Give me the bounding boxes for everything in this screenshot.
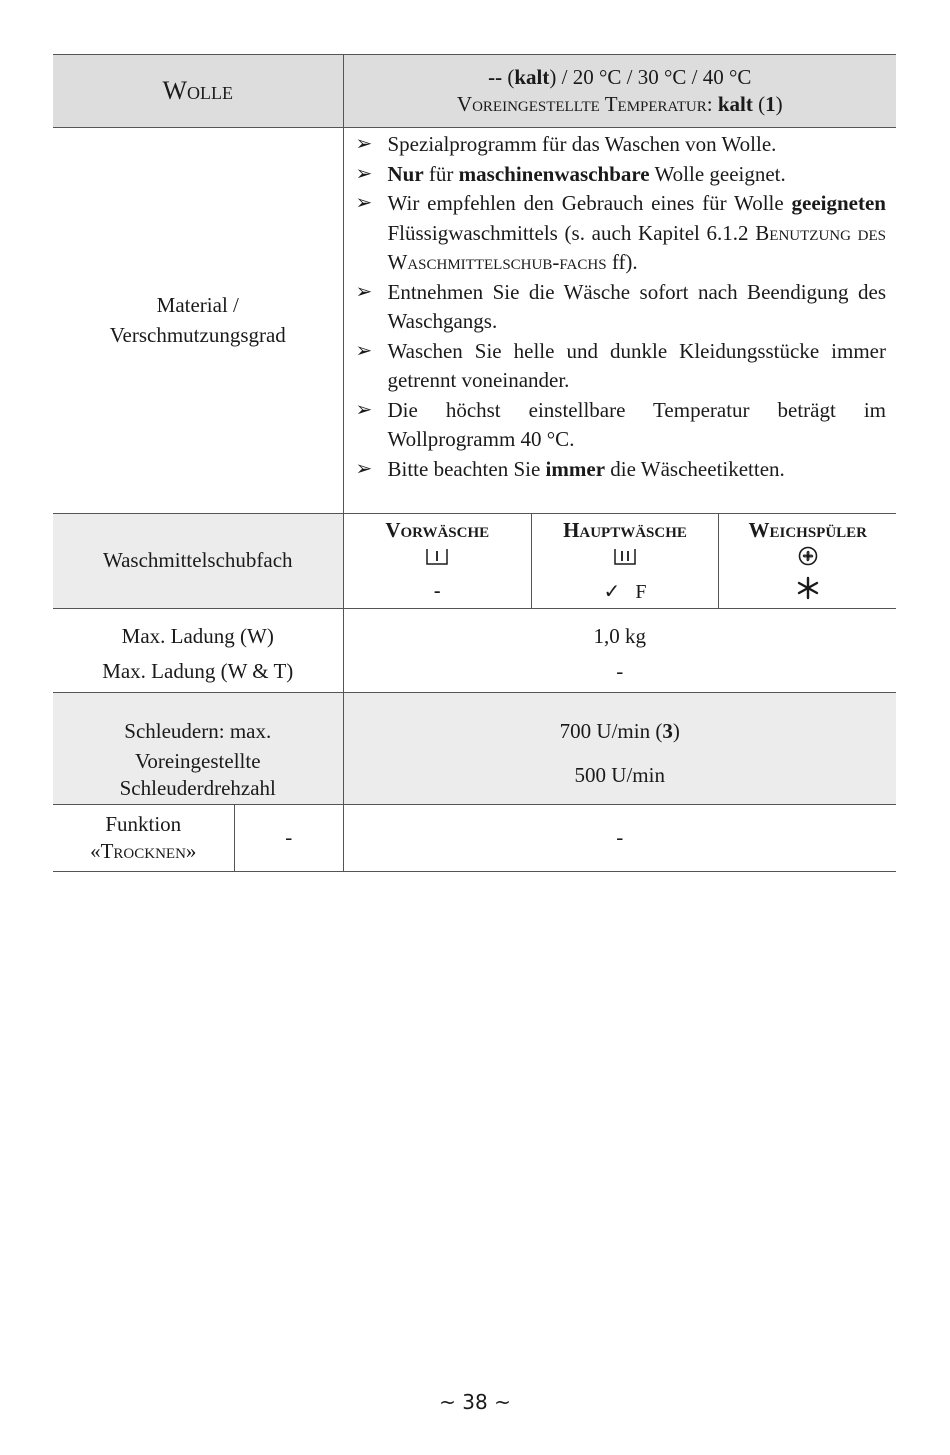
note-item xyxy=(354,337,887,396)
note-bold: Nur xyxy=(387,161,424,186)
default-temp-ref: 1 xyxy=(765,92,776,116)
note-item xyxy=(354,160,887,190)
material-row xyxy=(53,128,896,514)
load-w-value: 1,0 kg xyxy=(593,624,646,649)
note-text: Wolle geeignet. xyxy=(649,161,786,186)
arrow-bullet-icon: ➢ xyxy=(355,339,373,362)
temp-cold: kalt xyxy=(514,64,550,89)
load-w-label-cell xyxy=(53,609,343,652)
spin-max-ref: 3 xyxy=(662,719,673,744)
load-wt-value-cell xyxy=(343,652,896,693)
note-text: ff). xyxy=(606,250,638,274)
material-notes-cell xyxy=(343,128,896,514)
load-wt-row xyxy=(53,652,896,693)
chapter-reference: Benutzung des Waschmittelschub-fachs xyxy=(387,220,886,274)
softener-flower-icon xyxy=(797,545,819,567)
arrow-bullet-icon: ➢ xyxy=(355,398,373,421)
prewash-value-cell xyxy=(344,575,532,608)
note-item xyxy=(354,130,887,160)
page-number: ~ 38 ~ xyxy=(439,1390,511,1414)
temp-prefix: -- xyxy=(488,64,503,89)
load-w-label: Max. Ladung (W) xyxy=(121,624,274,649)
note-bold: immer xyxy=(545,456,606,481)
note-bold: geeigneten xyxy=(791,191,886,215)
drying-label-word: Trocknen xyxy=(100,839,186,863)
note-item xyxy=(354,278,887,337)
mainwash-header: Hauptwäsche xyxy=(532,514,719,545)
drawer-compartments-cell xyxy=(343,514,896,609)
spin-max-value-cell xyxy=(343,693,896,747)
spin-max-label-cell xyxy=(53,693,343,747)
prewash-compartment-icon xyxy=(425,545,449,567)
arrow-bullet-icon: ➢ xyxy=(355,133,373,155)
drying-label-line1: Funktion xyxy=(105,811,182,836)
drying-label-line2 xyxy=(53,838,234,865)
drying-label-cell xyxy=(53,805,343,872)
program-title-cell xyxy=(53,55,343,128)
drying-sub-value-cell xyxy=(234,805,343,871)
note-text: Bitte beachten Sie xyxy=(387,456,546,481)
default-temperature xyxy=(344,91,897,118)
default-temp-ref-close: ) xyxy=(775,92,783,116)
default-temp-value: kalt xyxy=(717,92,753,116)
drying-row xyxy=(53,805,896,872)
drawer-row xyxy=(53,514,896,609)
load-wt-value: - xyxy=(616,659,624,684)
softener-value-cell xyxy=(719,575,897,608)
softener-snowflake-icon xyxy=(796,576,820,600)
note-text: Waschen Sie helle und dunkle Kleidungsstücke immer getrennt voneinander. xyxy=(387,338,886,392)
prewash-symbol-cell xyxy=(344,545,532,576)
temp-open: ( xyxy=(502,64,515,89)
load-w-row xyxy=(53,609,896,652)
load-wt-label-cell xyxy=(53,652,343,693)
note-text: Die höchst einstellbare Temperatur beträgt im Wollprogramm 40 °C. xyxy=(387,397,886,451)
note-text: Wir empfehlen den Gebrauch eines für Wolle xyxy=(387,191,792,215)
arrow-bullet-icon: ➢ xyxy=(355,457,373,480)
spin-default-value: 500 U/min xyxy=(574,762,665,787)
arrow-bullet-icon: ➢ xyxy=(355,280,373,303)
spin-default-value-cell xyxy=(343,747,896,805)
arrow-bullet-icon: ➢ xyxy=(355,162,373,185)
note-text: die Wäscheetiketten. xyxy=(605,456,785,481)
spin-default-row xyxy=(53,747,896,805)
drawer-label: Waschmittelschubfach xyxy=(102,548,293,573)
temp-rest: ) / 20 °C / 30 °C / 40 °C xyxy=(549,64,752,89)
mainwash-compartment-icon xyxy=(613,545,637,567)
temperature-options xyxy=(344,64,897,91)
default-temp-label: Voreingestellte Temperatur: xyxy=(456,92,718,116)
drying-quote-open: « xyxy=(90,839,101,863)
drying-label xyxy=(53,805,234,871)
material-label-line2: Verschmutzungsgrad xyxy=(109,322,286,347)
drying-value-cell xyxy=(343,805,896,872)
program-title: Wolle xyxy=(162,75,234,105)
note-item xyxy=(354,455,887,485)
spin-max-row xyxy=(53,693,896,747)
spin-default-label-line1: Voreingestellte xyxy=(134,748,261,773)
temperature-cell xyxy=(343,55,896,128)
drying-sub-value: - xyxy=(285,825,293,850)
spin-max-value: 700 U/min ( xyxy=(559,719,663,744)
material-label-cell xyxy=(53,128,343,514)
material-label-line1: Material / xyxy=(156,293,239,318)
note-bold: maschinenwaschbare xyxy=(458,161,650,186)
drying-quote-close: » xyxy=(185,839,197,863)
program-header-row xyxy=(53,55,896,128)
prewash-header: Vorwäsche xyxy=(385,518,490,543)
drawer-label-cell xyxy=(53,514,343,609)
check-icon: ✓ xyxy=(603,578,621,603)
spin-max-close: ) xyxy=(672,719,680,744)
arrow-bullet-icon: ➢ xyxy=(355,192,373,214)
material-notes-list xyxy=(344,128,897,486)
spin-max-label: Schleudern: max. xyxy=(124,719,272,744)
spin-default-label-line2: Schleuderdrehzahl xyxy=(119,776,276,801)
mainwash-symbol-cell xyxy=(532,545,719,576)
note-text: Entnehmen Sie die Wäsche sofort nach Beendigung des Waschgangs. xyxy=(387,279,886,333)
drying-value: - xyxy=(616,825,624,850)
wool-program-table xyxy=(53,54,896,872)
softener-symbol-cell xyxy=(719,545,897,576)
softener-header: Weichspüler xyxy=(719,514,897,545)
note-item xyxy=(354,189,887,278)
note-text: für xyxy=(423,161,459,186)
prewash-value: - xyxy=(433,580,441,603)
note-text: Spezialprogramm für das Waschen von Wolle. xyxy=(387,132,777,156)
default-temp-ref-open: ( xyxy=(752,92,766,116)
drawer-compartments-table xyxy=(344,514,897,608)
drying-inner-table xyxy=(53,805,343,871)
mainwash-value-cell xyxy=(532,575,719,608)
note-item xyxy=(354,396,887,455)
load-w-value-cell xyxy=(343,609,896,652)
spin-default-label-cell xyxy=(53,747,343,805)
load-wt-label: Max. Ladung (W & T) xyxy=(102,659,294,684)
note-text: Flüssigwaschmittels (s. auch Kapitel 6.1.2 xyxy=(387,220,756,245)
mainwash-value: F xyxy=(635,580,647,603)
